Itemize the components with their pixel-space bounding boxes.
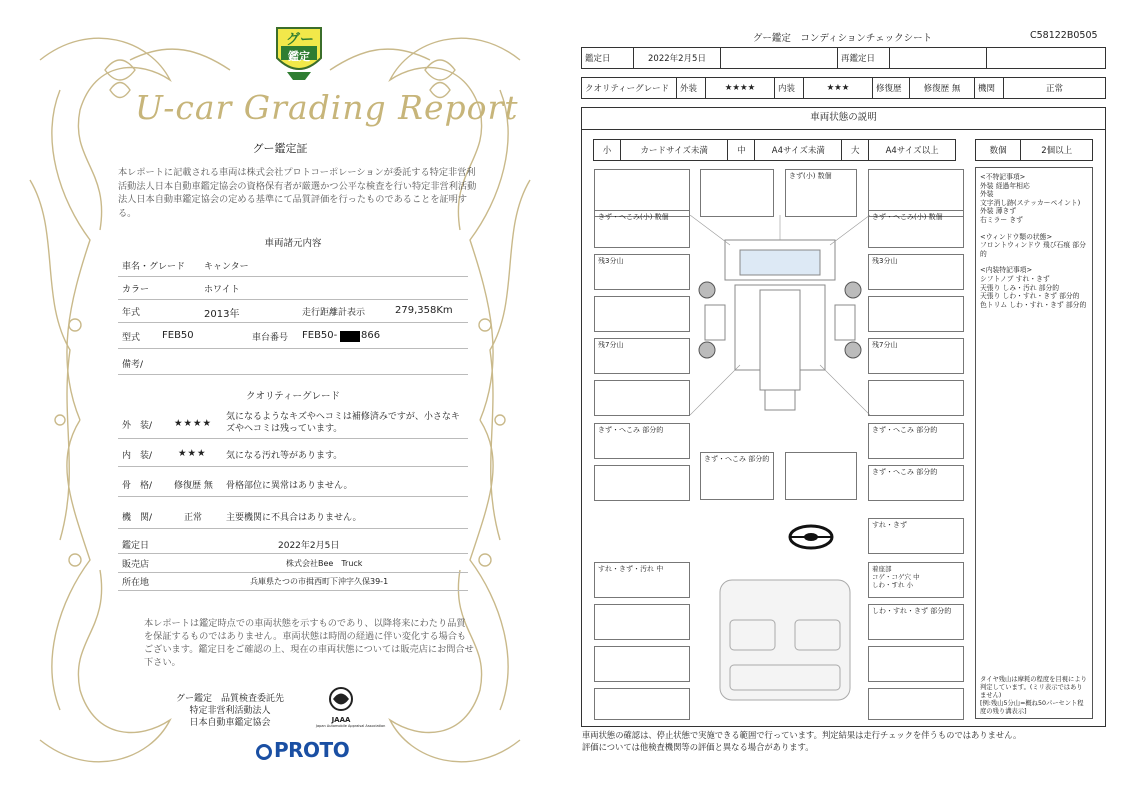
address-label: 所在地	[122, 578, 150, 588]
footer-line: グー鑑定 品質検査委託先	[175, 694, 284, 704]
note-line: 外装 薄きず	[980, 207, 1017, 216]
steering-wheel-icon	[787, 522, 835, 552]
disclaimer: 本レポートは鑑定時点での車両状態を示すものであり、以降将来にわたり品質を保証するものではありません。車両状態は時間の経過に伴い変化する場合もございます。鑑定日をご確認の上、現在の車両状態については販売店にお問合せ下さい。	[144, 618, 474, 668]
grade-row-interior	[118, 442, 468, 467]
note-line	[980, 225, 1088, 233]
note-line: <内装特記事項>	[980, 266, 1033, 275]
cond-box	[868, 296, 964, 332]
grade-rating: ★★★	[178, 448, 207, 459]
cond-box	[594, 296, 690, 332]
cond-box	[700, 169, 774, 217]
legend-cell: カードサイズ未満	[621, 140, 728, 161]
grade-label: 骨 格/	[122, 481, 153, 491]
spec-row-remarks	[118, 352, 468, 375]
badge-bottom-text: 鑑定	[288, 50, 310, 63]
cond-box-interior-right2: しわ・すれ・きず 部分的	[868, 604, 964, 640]
proto-logo	[256, 738, 349, 762]
exterior-value: ★★★★	[706, 78, 775, 99]
info-row-address	[118, 573, 468, 591]
footnote-line: 車両状態の確認は、停止状態で実施できる範囲で行っています。判定結果は走行チェックを伴うものではありません。	[582, 730, 1022, 740]
note-line: 外装 経過年相応	[980, 181, 1030, 190]
appraisal-date-label: 鑑定日	[582, 48, 634, 69]
quality-grade-label: クオリティーグレード	[582, 78, 677, 99]
jaaa-text: JAAA	[331, 716, 351, 724]
grade-row-frame	[118, 472, 468, 497]
reappraisal-label: 再鑑定日	[838, 48, 890, 69]
shop-label: 販売店	[122, 560, 150, 570]
info-row-shop	[118, 555, 468, 573]
header-row-grade	[581, 77, 1106, 99]
footer-line: 特定非営利活動法人	[189, 706, 271, 716]
proto-mark-icon	[256, 744, 272, 760]
grade-text: 気になるようなキズやヘコミは補修済みですが、小さなキズやヘコミは残っています。	[226, 412, 460, 434]
vin-label: 車台番号	[252, 333, 289, 343]
cond-box	[594, 465, 690, 501]
spec-row-name	[118, 255, 468, 277]
note-line: シフトノブ すれ・きず	[980, 274, 1050, 283]
appraisal-date-value: 2022年2月5日	[634, 48, 721, 69]
truck-diagram	[690, 215, 870, 425]
shop-value: 株式会社Bee Truck	[286, 559, 363, 568]
cond-box	[868, 688, 964, 720]
cond-box-interior-right	[868, 562, 964, 598]
jaaa-subtext: Japan Automobile Appraisal Association	[316, 724, 386, 728]
date-value: 2022年2月5日	[278, 541, 340, 551]
repair-value: 修復歴 無	[910, 78, 975, 99]
count-label: 数個	[976, 140, 1021, 161]
year-value: 2013年	[204, 309, 240, 320]
note-line: フロントウィンドウ 飛び石痕 部分的	[980, 241, 1086, 258]
proto-text: PROTO	[274, 738, 350, 762]
grade-row-engine	[118, 504, 468, 529]
footnote-line: 評価については他検査機関等の評価と異なる場合があります。	[582, 742, 814, 752]
intro-paragraph: 本レポートに記載される車両は株式会社プロトコーポレーションが委託する特定非営利活動法人日本自動車鑑定協会の資格保有者が厳選かつ公平な検査を行い特定非営利活動法人日本自動車鑑定協会の定める基準にて品質評価を行ったものであることを証明する。	[118, 167, 477, 219]
repair-label: 修復歴	[873, 78, 910, 99]
cond-box	[868, 646, 964, 682]
interior-diagram	[705, 560, 865, 710]
certificate-title: グー鑑定証	[252, 142, 308, 155]
engine-value: 正常	[1004, 78, 1106, 99]
jaaa-logo	[316, 686, 386, 728]
spec-heading: 車両諸元内容	[264, 238, 322, 249]
model-label: 型式	[122, 333, 141, 343]
grade-text: 気になる汚れ等があります。	[226, 451, 343, 461]
grade-rating: 正常	[184, 513, 203, 523]
cond-box	[785, 452, 857, 500]
vin-suffix: 866	[361, 330, 381, 341]
grading-certificate	[0, 0, 560, 800]
cond-box-top: きず(小) 数個	[785, 169, 857, 217]
script-title: U-car Grading Report	[135, 88, 519, 127]
interior-note: コゲ・コゲ穴 中	[872, 573, 920, 581]
empty-cell	[890, 48, 987, 69]
address-value: 兵庫県たつの市揖西町下沖字久保39-1	[250, 577, 389, 586]
cond-box-side-left: きず・へこみ 部分的	[594, 423, 690, 459]
cond-box-rear-left: きず・へこみ 部分的	[700, 452, 774, 500]
cond-box-front-right: きず・へこみ(小) 数個	[868, 210, 964, 248]
exterior-label: 外装	[677, 78, 706, 99]
tire-note: タイヤ残山は摩耗の程度を目視により判定しています。(ミリ表示ではありません) [例:残山5分山=概ね50パーセント程度の残り溝表示]	[980, 676, 1087, 715]
mileage-value: 279,358Km	[395, 305, 453, 316]
section-title: 車両状態の説明	[581, 107, 1106, 130]
cond-box	[868, 380, 964, 416]
note-line: 外装	[980, 190, 994, 199]
date-label: 鑑定日	[122, 541, 150, 551]
note-line: 天張り しわ・すれ・きず 部分的	[980, 292, 1080, 301]
note-line: 色トリム しわ・すれ・きず 部分的	[980, 300, 1087, 309]
mileage-label: 走行距離計表示	[302, 308, 366, 318]
badge-top-text: グー	[286, 32, 314, 48]
info-row-date	[118, 535, 468, 554]
empty-cell	[987, 48, 1106, 69]
note-line: <不特記事項>	[980, 173, 1026, 181]
cond-box	[594, 380, 690, 416]
grade-rating: ★★★★	[174, 418, 213, 429]
legend-cell: A4サイズ以上	[869, 140, 956, 161]
grade-row-exterior	[118, 408, 468, 439]
grade-label: 内 装/	[122, 451, 153, 461]
legend-cell: 中	[728, 140, 755, 161]
cond-box	[594, 646, 690, 682]
legend-cell: 小	[594, 140, 621, 161]
color-label: カラー	[122, 285, 150, 295]
vin-prefix: FEB50-	[302, 330, 338, 341]
cond-box	[594, 604, 690, 640]
grade-label: 外 装/	[122, 421, 153, 431]
cond-box-tire-fl: 残3分山	[594, 254, 690, 290]
special-notes	[975, 167, 1093, 719]
cond-box-tire-fr: 残3分山	[868, 254, 964, 290]
spec-row-color	[118, 278, 468, 300]
grade-label: 機 関/	[122, 513, 153, 523]
interior-note: 着座部	[872, 565, 892, 573]
cond-box-rear-right: きず・へこみ 部分的	[868, 465, 964, 501]
spec-row-year	[118, 301, 468, 323]
cond-box-steering: すれ・きず	[868, 518, 964, 554]
sheet-code: C58122B0505	[1030, 30, 1098, 41]
header-row-date	[581, 47, 1106, 69]
cond-box-tire-rr: 残7分山	[868, 338, 964, 374]
grade-rating: 修復歴 無	[174, 481, 213, 491]
cond-box-front-left: きず・へこみ(小) 数個	[594, 210, 690, 248]
grade-text: 主要機関に不具合はありません。	[226, 513, 362, 523]
legend-cell: 大	[842, 140, 869, 161]
gu-kantei-badge	[271, 24, 327, 82]
count-legend	[975, 139, 1093, 161]
cond-box-side-right: きず・へこみ 部分的	[868, 423, 964, 459]
cond-box	[594, 688, 690, 720]
sheet-footnote	[582, 729, 1122, 753]
sheet-title: グー鑑定 コンディションチェックシート	[752, 33, 933, 44]
note-line: 右ミラー きず	[980, 215, 1023, 224]
grade-text: 骨格部位に異常はありません。	[226, 481, 353, 491]
engine-label: 機関	[975, 78, 1004, 99]
footer-organization	[170, 693, 290, 729]
vin-redaction	[340, 331, 360, 342]
spec-row-model	[118, 326, 468, 349]
interior-value: ★★★	[804, 78, 873, 99]
legend-cell: A4サイズ未満	[755, 140, 842, 161]
note-line: 文字消し跡(ステッカーペイント)	[980, 198, 1081, 207]
color-value: ホワイト	[204, 285, 240, 295]
footer-line: 日本自動車鑑定協会	[189, 718, 271, 728]
interior-label: 内装	[775, 78, 804, 99]
count-value: 2個以上	[1021, 140, 1093, 161]
note-line: <ウィンドウ類の状態>	[980, 232, 1053, 241]
cond-box-interior-left: すれ・きず・汚れ 中	[594, 562, 690, 598]
globe-icon	[328, 686, 354, 712]
empty-cell	[721, 48, 838, 69]
year-label: 年式	[122, 308, 141, 318]
cond-box-tire-rl: 残7分山	[594, 338, 690, 374]
remarks-label: 備考/	[122, 360, 144, 370]
model-value: FEB50	[162, 330, 194, 341]
interior-note: しわ・すれ 小	[872, 581, 914, 589]
note-line: 天張り しみ・汚れ 部分的	[980, 283, 1060, 292]
damage-size-legend	[593, 139, 956, 161]
name-value: キャンター	[204, 262, 249, 272]
name-label: 車名・グレード	[122, 262, 186, 272]
grade-heading: クオリティーグレード	[245, 391, 341, 402]
